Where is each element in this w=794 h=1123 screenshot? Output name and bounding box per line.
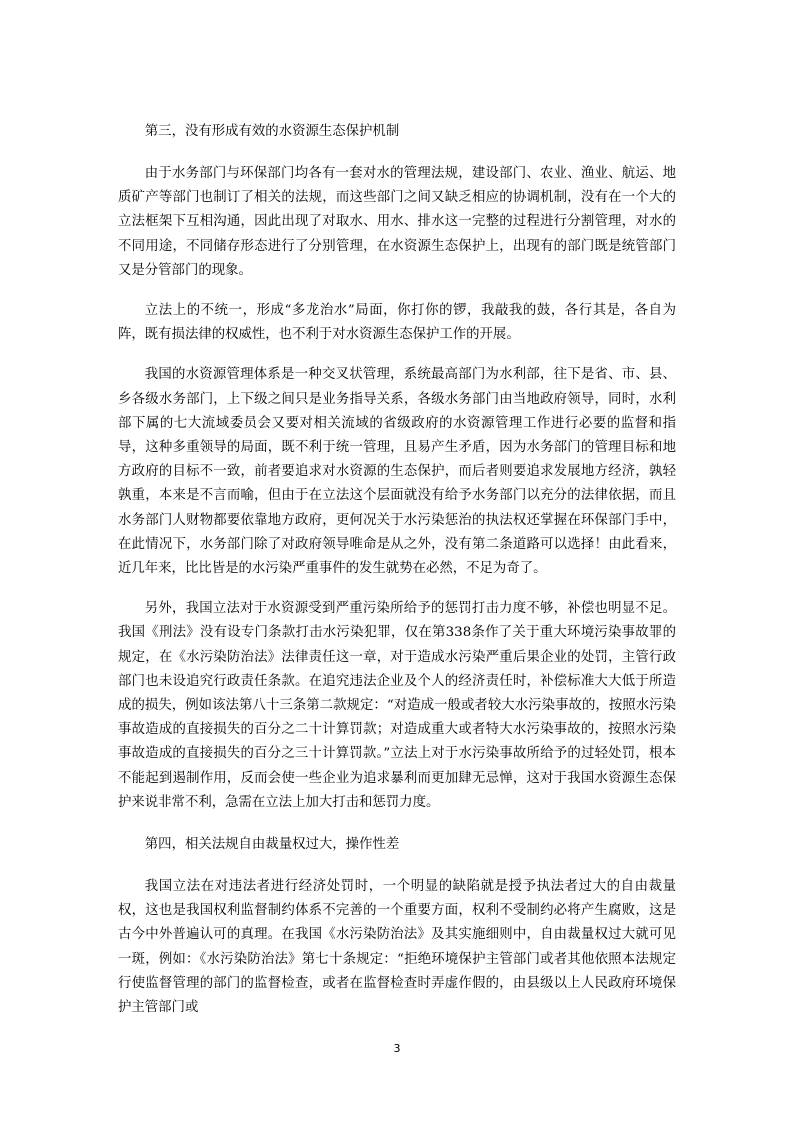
paragraph: 由于水务部门与环保部门均各有一套对水的管理法规，建设部门、农业、渔业、航运、地质矿产等部门也制订了相关的法规，而这些部门之间又缺乏相应的协调机制，没有在一个大的立法框架下互相沟通，因此出现了对取水、用水、排水这一完整的过程进行分割管理，对水的不同用途，不同储存形态进行了分别管理，在水资源生态保护上，出现有的部门既是统管部门又是分管部门的现象。	[118, 166, 676, 278]
section-heading: 第四，相关法规自由裁量权过大，操作性差	[144, 837, 400, 853]
section-heading: 第三，没有形成有效的水资源生态保护机制	[144, 124, 400, 139]
page-number: 3	[393, 1042, 401, 1055]
document-body	[118, 118, 676, 1020]
paragraph: 立法上的不统一，形成“多龙治水”局面，你打你的锣，我敲我的鼓，各行其是，各自为阵，既有损法律的权威性，也不利于对水资源生态保护工作的开展。	[118, 303, 676, 343]
paragraph: 我国立法在对违法者进行经济处罚时，一个明显的缺陷就是授予执法者过大的自由裁量权，这也是我国权利监督制约体系不完善的一个重要方面，权利不受制约必将产生腐败，这是古今中外普遍认可的真理。在我国《水污染防治法》及其实施细则中，自由裁量权过大就可见一斑，例如：《水污染防治法》第七十条规定：“拒绝环境保护主管部门或者其他依照本法规定行使监督管理的部门的监督检查，或者在监督检查时弄虚作假的，由县级以上人民政府环境保护主管部门或	[118, 879, 676, 1016]
paragraph: 我国的水资源管理体系是一种交叉状管理，系统最高部门为水利部，往下是省、市、县、乡各级水务部门，上下级之间只是业务指导关系，各级水务部门由当地政府领导，同时，水利部下属的七大流域委员会又要对相关流域的省级政府的水资源管理工作进行必要的监督和指导，这种多重领导的局面，既不利于统一管理，且易产生矛盾，因为水务部门的管理目标和地方政府的目标不一致，前者要追求对水资源的生态保护，而后者则要追求发展地方经济，孰轻孰重，本来是不言而喻，但由于在立法这个层面就没有给予水务部门以充分的法律依据，而且水务部门人财物都要依靠地方政府，更何况关于水污染惩治的执法权还掌握在环保部门手中，在此情况下，水务部门除了对政府领导唯命是从之外，没有第二条道路可以选择！由此看来，近几年来，比比皆是的水污染严重事件的发生就势在必然，不足为奇了。	[118, 367, 676, 577]
paragraph: 另外，我国立法对于水资源受到严重污染所给予的惩罚打击力度不够，补偿也明显不足。我国《刑法》没有设专门条款打击水污染犯罪，仅在第338条作了关于重大环境污染事故罪的规定，在《水污染防治法》法律责任这一章，对于造成水污染严重后果企业的处罚，主管行政部门也未设追究行政责任条款。在追究违法企业及个人的经济责任时，补偿标准大大低于所造成的损失，例如该法第八十三条第二款规定：“对造成一般或者较大水污染事故的，按照水污染事故造成的直接损失的百分之二十计算罚款；对造成重大或者特大水污染事故的，按照水污染事故造成的直接损失的百分之三十计算罚款。”立法上对于水污染事故所给予的过轻处罚，根本不能起到遏制作用，反而会使一些企业为追求暴利而更加肆无忌惮，这对于我国水资源生态保护来说非常不利，急需在立法上加大打击和惩罚力度。	[118, 601, 676, 810]
